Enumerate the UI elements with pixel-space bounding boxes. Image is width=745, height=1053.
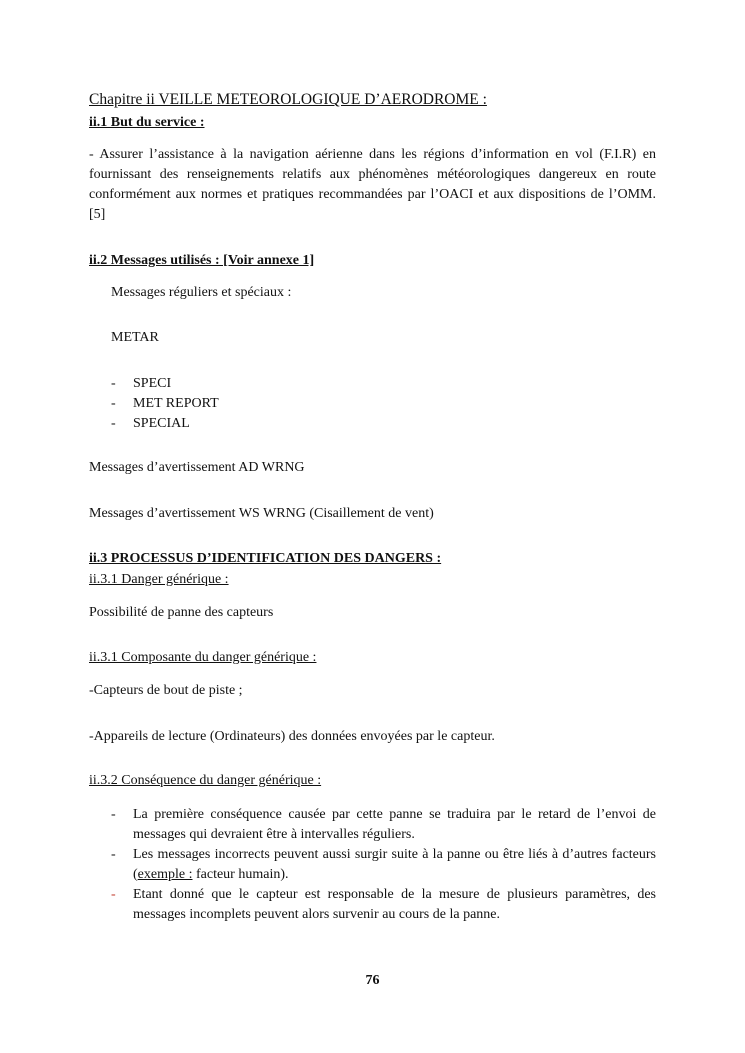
list-item-text: Etant donné que le capteur est responsable de la mesure de plusieurs paramètres, des messages incomplets peuvent alors survenir au cours de la panne. <box>133 887 656 922</box>
list-item <box>111 374 656 394</box>
dash-bullet: - <box>111 807 116 822</box>
dash-bullet: - <box>111 376 116 391</box>
list-item-text: SPECIAL <box>133 416 190 431</box>
metar-label: METAR <box>111 330 159 345</box>
subsection-component-heading <box>89 648 656 668</box>
page-number: 76 <box>365 973 380 988</box>
subsection-3-2-heading <box>89 771 656 791</box>
dash-bullet: - <box>111 847 116 862</box>
subsection-3-2-heading-text: ii.3.2 Conséquence du danger générique : <box>89 773 322 788</box>
messages-intro: Messages réguliers et spéciaux : <box>111 285 292 300</box>
warning-ws-text: Messages d’avertissement WS WRNG (Cisaillement de vent) <box>89 506 434 521</box>
list-item <box>111 845 656 885</box>
list-item-text: La première conséquence causée par cette panne se traduira par le retard de l’envoi de messages qui devraient être à intervalles réguliers. <box>133 807 656 842</box>
list-item <box>111 414 656 434</box>
list-item <box>111 394 656 414</box>
list-item <box>111 885 656 925</box>
dash-bullet: - <box>111 887 116 902</box>
list-item-text: Les messages incorrects peuvent aussi surgir suite à la panne ou être liés à d’autres facteurs ( <box>133 847 656 882</box>
section-2-heading-text: ii.2 Messages utilisés : [Voir annexe 1] <box>89 253 315 268</box>
section-3-heading <box>89 549 656 569</box>
list-item-text: MET REPORT <box>133 396 219 411</box>
section-3-heading-text: ii.3 PROCESSUS D’IDENTIFICATION DES DANGERS : <box>89 551 442 566</box>
dash-bullet: - <box>111 396 116 411</box>
subsection-3-1-heading-text: ii.3.1 Danger générique : <box>89 572 229 587</box>
example-rest: facteur humain). <box>192 867 289 882</box>
subsection-component-heading-text: ii.3.1 Composante du danger générique : <box>89 650 317 665</box>
message-type-list <box>111 374 656 434</box>
section-1-heading-text: ii.1 But du service : <box>89 115 205 130</box>
list-item-text: SPECI <box>133 376 172 391</box>
chapter-title-text: Chapitre ii VEILLE METEOROLOGIQUE D’AERODROME : <box>89 91 487 108</box>
consequence-list <box>111 805 656 925</box>
subsection-3-1-text: Possibilité de panne des capteurs <box>89 605 274 620</box>
section-1-paragraph: - Assurer l’assistance à la navigation aérienne dans les régions d’information en vol (F.I.R) en fournissant des renseignements relatifs aux phénomènes météorologiques dangereux en route conformément aux normes et pratiques recommandées par l’OACI et aux dispositions de l’OMM. [5] <box>89 147 656 222</box>
example-label: exemple : <box>137 867 193 882</box>
warning-ad-text: Messages d’avertissement AD WRNG <box>89 460 305 475</box>
chapter-title <box>89 90 656 110</box>
component-item-1: -Capteurs de bout de piste ; <box>89 683 243 698</box>
component-item-2: -Appareils de lecture (Ordinateurs) des données envoyées par le capteur. <box>89 729 495 744</box>
section-2-heading <box>89 251 656 271</box>
subsection-3-1-heading <box>89 570 656 590</box>
list-item <box>111 805 656 845</box>
dash-bullet: - <box>111 416 116 431</box>
section-1-heading <box>89 113 656 133</box>
